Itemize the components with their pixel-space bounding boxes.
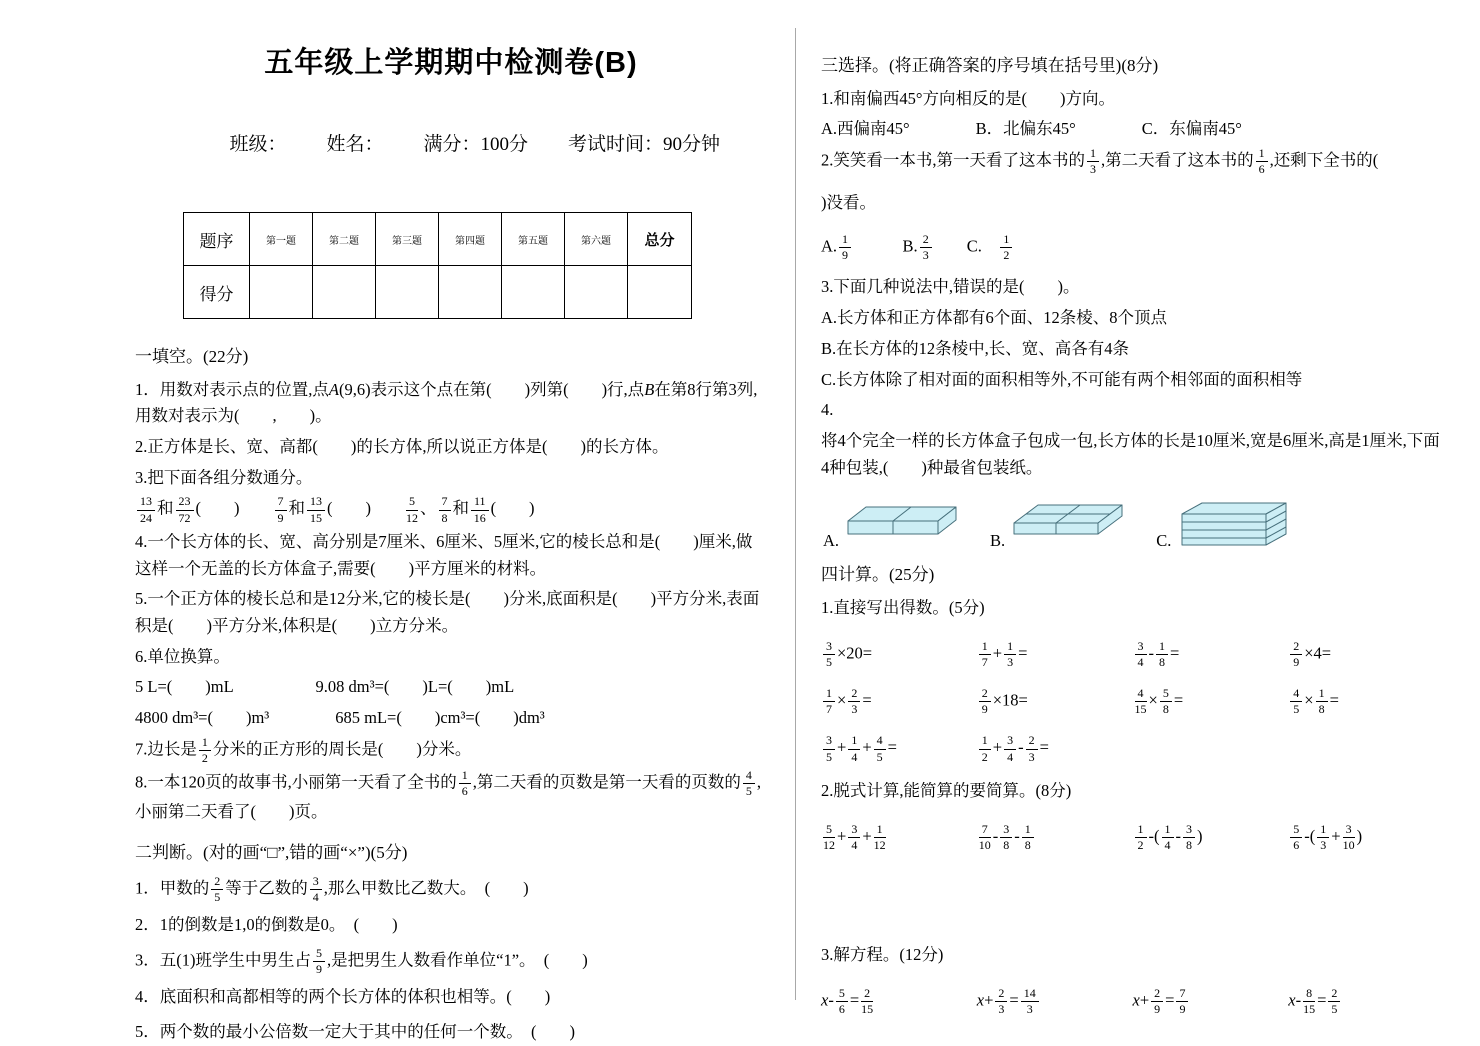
- calc-item: x+ $\frac{2}{9}$ = $\frac{7}{9}$: [1133, 987, 1289, 1016]
- calc-item: $\frac{2}{9}$ ×18=: [977, 687, 1133, 716]
- fraction: $\frac{3}{8}$: [1000, 823, 1012, 852]
- column-divider: [795, 28, 796, 1000]
- calc-item: $\frac{1}{7}$ + $\frac{1}{3}$ =: [977, 640, 1133, 669]
- score-cell: [250, 266, 313, 319]
- fraction: $\frac{14}{3}$: [1021, 987, 1039, 1016]
- fraction: $\frac{2}{9}$: [1151, 987, 1163, 1016]
- solve-title: 3.解方程。(12分): [821, 944, 944, 964]
- calc-item: $\frac{1}{2}$ -( $\frac{1}{4}$ - $\frac{3}{8}$ ): [1133, 823, 1289, 852]
- box-diagram-a: [842, 497, 964, 549]
- fill-q7: 7.边长是 $\frac{1}{2}$ 分米的正方形的周长是( )分米。: [135, 734, 472, 765]
- fraction: $\frac{1}{6}$: [1256, 147, 1268, 176]
- right-body: [821, 52, 1444, 1016]
- fill-q5: 5.一个正方体的棱长总和是12分米,它的棱长是( )分米,底面积是( )平方分米,表面积是( )平方分米,体积是( )立方分米。: [135, 589, 760, 635]
- fraction: $\frac{4}{5}$: [874, 734, 886, 763]
- table-score-label: 得分: [184, 266, 250, 319]
- exam-meta: [201, 107, 767, 178]
- fraction: $\frac{13}{15}$: [307, 495, 325, 524]
- fraction: $\frac{1}{2}$: [1135, 823, 1147, 852]
- fraction: $\frac{7}{10}$: [978, 821, 991, 852]
- choice-q3-option-c: C.长方体除了相对面的面积相等外,不可能有两个相邻面的面积相等: [821, 369, 1303, 389]
- section-calc: 四计算。(25分): [821, 565, 935, 585]
- fraction: $\frac{5}{12}$: [406, 494, 418, 525]
- fullscore-label: 满分：100分: [423, 134, 529, 155]
- table-header-q3: 第三题: [376, 213, 439, 266]
- table-header-q5: 第五题: [502, 213, 565, 266]
- fill-q6: 6.单位换算。: [135, 646, 230, 666]
- fraction: $\frac{4}{5}$: [1290, 687, 1302, 716]
- judge-q3: 3．五(1)班学生中男生占 $\frac{5}{9}$ ,是把男生人数看作单位“1”。 ( ): [135, 945, 588, 977]
- choice-q3: 3.下面几种说法中,错误的是( )。: [821, 277, 1080, 297]
- fill-q1: 1．用数对表示点的位置,点A(9,6)表示这个点在第( )列第( )行,点B在第8行第3列,用数对表示为( , )。: [135, 379, 758, 426]
- calc-direct-row3: [821, 734, 1444, 763]
- fraction: $\frac{1}{8}$: [1156, 640, 1168, 669]
- judge-q4: 4．底面积和高都相等的两个长方体的体积也相等。( ): [135, 987, 551, 1007]
- packaging-option-b: [990, 497, 1130, 549]
- choice-q1-options: A.西偏南45° B．北偏东45° C．东偏南45°: [821, 119, 1242, 139]
- calc-item: $\frac{3}{5}$ + $\frac{1}{4}$ + $\frac{4}{5}$ =: [821, 734, 977, 763]
- box-diagram-c: [1174, 497, 1296, 549]
- score-cell: [376, 266, 439, 319]
- calc-item: $\frac{3}{4}$ - $\frac{1}{8}$ =: [1133, 640, 1289, 669]
- score-table: [183, 212, 692, 319]
- section-fill-blanks: 一填空。(22分): [135, 347, 249, 366]
- fill-q2: 2.正方体是长、宽、高都( )的长方体,所以说正方体是( )的长方体。: [135, 436, 669, 456]
- left-body: [135, 343, 767, 1046]
- calc-item: $\frac{7}{10}$ - $\frac{3}{8}$ - $\frac{1}{8}$: [977, 823, 1133, 852]
- variable: x: [1288, 990, 1296, 1010]
- fraction: $\frac{4}{15}$: [1134, 686, 1147, 717]
- fraction: $\frac{3}{5}$: [823, 640, 835, 669]
- score-table-score-row: [184, 266, 692, 319]
- fraction: $\frac{8}{15}$: [1303, 985, 1316, 1016]
- table-header-q2: 第二题: [313, 213, 376, 266]
- fraction: $\frac{13}{24}$: [137, 495, 155, 524]
- fill-q8: 8.一本120页的故事书,小丽第一天看了全书的 $\frac{1}{6}$ ,第二天看的页数是第一天看的页数的 $\frac{4}{5}$ ,小丽第二天看了( )页。: [135, 768, 761, 821]
- fill-q6-row1: 5 L=( )mL 9.08 dm³=( )L=( )mL: [135, 677, 515, 697]
- packaging-option-c: [1156, 497, 1296, 549]
- fraction: $\frac{2}{3}$: [995, 987, 1007, 1016]
- table-header-q1: 第一题: [250, 213, 313, 266]
- fraction: $\frac{2}{3}$: [1026, 734, 1038, 763]
- fraction: $\frac{1}{8}$: [1022, 823, 1034, 852]
- calc-item: $\frac{4}{5}$ × $\frac{1}{8}$ =: [1288, 687, 1444, 716]
- score-table-header-row: [184, 213, 692, 266]
- page-title: 五年级上学期期中检测卷(B): [264, 47, 638, 79]
- fraction: $\frac{11}{16}$: [471, 495, 489, 524]
- calc-item: x+ $\frac{2}{3}$ = $\frac{14}{3}$: [977, 987, 1133, 1016]
- calc-offform-title: 2.脱式计算,能简算的要简算。(8分): [821, 780, 1072, 800]
- packaging-options: [823, 497, 1444, 549]
- calc-item: $\frac{2}{9}$ ×4=: [1288, 640, 1444, 669]
- fraction: $\frac{5}{6}$: [1290, 823, 1302, 852]
- option-label: B.: [990, 530, 1006, 550]
- calc-direct-row1: [821, 640, 1444, 669]
- fraction: $\frac{1}{7}$: [979, 640, 991, 669]
- fraction: $\frac{2}{15}$: [861, 985, 874, 1016]
- choice-q3-option-a: A.长方体和正方体都有6个面、12条棱、8个顶点: [821, 308, 1168, 328]
- score-cell: [565, 266, 628, 319]
- calc-item: x- $\frac{8}{15}$ = $\frac{2}{5}$: [1288, 987, 1444, 1016]
- fraction: $\frac{1}{3}$: [1004, 640, 1016, 669]
- work-space: [821, 866, 1444, 938]
- class-label: 班级：: [229, 134, 287, 155]
- choice-q3-option-b: B.在长方体的12条棱中,长、宽、高各有4条: [821, 338, 1130, 358]
- table-header-q4: 第四题: [439, 213, 502, 266]
- calc-item: $\frac{1}{2}$ + $\frac{3}{4}$ - $\frac{2}{3}$ =: [977, 734, 1133, 763]
- calc-direct-row2: [821, 687, 1444, 716]
- calc-direct-title: 1.直接写出得数。(5分): [821, 598, 985, 617]
- fraction: $\frac{2}{5}$: [1328, 987, 1340, 1016]
- fraction: $\frac{7}{9}$: [275, 495, 287, 524]
- fraction: $\frac{1}{4}$: [848, 734, 860, 763]
- fraction: $\frac{3}{4}$: [310, 875, 322, 904]
- table-header-total: 总分: [628, 213, 692, 266]
- choice-q4-text: 将4个完全一样的长方体盒子包成一包,长方体的长是10厘米,宽是6厘米,高是1厘米,下面4种包装,( )种最省包装纸。: [821, 431, 1440, 477]
- calc-item: $\frac{5}{6}$ -( $\frac{1}{3}$ + $\frac{3}{10}$ ): [1288, 823, 1444, 852]
- calc-item: $\frac{5}{12}$ + $\frac{3}{4}$ + $\frac{1}{12}$: [823, 821, 886, 852]
- variable: A: [328, 379, 339, 399]
- fill-q3: 3.把下面各组分数通分。: [135, 467, 313, 487]
- choice-q2-options: A. $\frac{1}{9}$ B. $\frac{2}{3}$ C. $\frac{1}{2}$: [821, 233, 1444, 262]
- fill-q6-row2: 4800 dm³=( )m³ 685 mL=( )cm³=( )dm³: [135, 708, 545, 728]
- calc-item: $\frac{3}{5}$ ×20=: [821, 640, 977, 669]
- variable: x: [821, 990, 829, 1010]
- fraction: $\frac{2}{5}$: [211, 875, 223, 904]
- section-choice: 三选择。(将正确答案的序号填在括号里)(8分): [821, 56, 1159, 75]
- fraction: $\frac{1}{2}$: [979, 734, 991, 763]
- fraction: $\frac{5}{8}$: [1160, 687, 1172, 716]
- choice-q2-cont: )没看。: [821, 193, 876, 213]
- fraction: $\frac{5}{6}$: [836, 987, 848, 1016]
- fraction: $\frac{3}{4}$: [848, 823, 860, 852]
- right-column: [795, 0, 1480, 1024]
- fraction: $\frac{5}{12}$: [823, 821, 835, 852]
- variable: x: [976, 990, 985, 1010]
- calc-item: $\frac{1}{7}$ × $\frac{2}{3}$ =: [821, 687, 977, 716]
- calc-offform-row: [821, 823, 1444, 852]
- fraction: $\frac{3}{8}$: [1183, 823, 1195, 852]
- box-diagram-b: [1008, 497, 1130, 549]
- fraction: $\frac{1}{3}$: [1317, 823, 1329, 852]
- fraction: $\frac{1}{3}$: [1087, 147, 1099, 176]
- variable: B: [644, 379, 655, 399]
- fraction: $\frac{2}{9}$: [979, 687, 991, 716]
- fraction: $\frac{3}{5}$: [823, 734, 835, 763]
- score-cell: [439, 266, 502, 319]
- fraction: $\frac{1}{9}$: [839, 233, 851, 262]
- fraction: $\frac{3}{10}$: [1342, 821, 1355, 852]
- fraction: $\frac{5}{9}$: [313, 947, 325, 976]
- choice-q4-number: 4.: [821, 400, 834, 420]
- judge-q2: 2．1的倒数是1,0的倒数是0。 ( ): [135, 915, 398, 935]
- fraction: $\frac{2}{3}$: [848, 687, 860, 716]
- fill-q3-items: $\frac{13}{24}$ 和 $\frac{23}{72}$ ( ) $\frac{7}{9}$ 和 $\frac{13}{15}$ ( ) $\frac{5}{12}$ 、 $\frac{7}{8}$ 和 $\frac{11}{16}$ ( ): [135, 495, 767, 524]
- fraction: $\frac{2}{3}$: [920, 233, 932, 262]
- calc-item: [1288, 734, 1444, 763]
- name-label: 姓名：: [326, 134, 384, 155]
- fraction: $\frac{1}{2}$: [199, 736, 211, 765]
- fraction: $\frac{1}{8}$: [1316, 687, 1328, 716]
- choice-q2: 2.笑笑看一本书,第一天看了这本书的 $\frac{1}{3}$ ,第二天看了这本书的 $\frac{1}{6}$ ,还剩下全书的(: [821, 145, 1379, 177]
- option-label: A.: [823, 530, 840, 550]
- variable: x: [1132, 990, 1140, 1010]
- choice-q1: 1.和南偏西45°方向相反的是( )方向。: [821, 88, 1115, 108]
- score-cell: [628, 266, 692, 319]
- score-cell: [502, 266, 565, 319]
- time-label: 考试时间：90分钟: [568, 134, 721, 155]
- fraction: $\frac{4}{5}$: [743, 769, 755, 798]
- judge-q1: 1．甲数的 $\frac{2}{5}$ 等于乙数的 $\frac{3}{4}$ ,那么甲数比乙数大。 ( ): [135, 873, 529, 904]
- fraction: $\frac{1}{4}$: [1162, 823, 1174, 852]
- judge-q5: 5．两个数的最小公倍数一定大于其中的任何一个数。 ( ): [135, 1022, 575, 1041]
- solve-row: [821, 987, 1444, 1016]
- fraction: $\frac{3}{4}$: [1004, 734, 1016, 763]
- section-judge: 二判断。(对的画“□”,错的画“×”)(5分): [135, 843, 408, 863]
- calc-item: $\frac{4}{15}$ × $\frac{5}{8}$ =: [1134, 686, 1184, 717]
- fraction: $\frac{3}{4}$: [1135, 640, 1147, 669]
- fraction: $\frac{1}{6}$: [459, 769, 471, 798]
- option-label: C.: [1156, 530, 1172, 550]
- table-header-order: 题序: [184, 213, 250, 266]
- fraction: $\frac{1}{12}$: [873, 821, 886, 852]
- packaging-option-a: [823, 497, 964, 549]
- calc-item: x- $\frac{5}{6}$ = $\frac{2}{15}$: [821, 985, 874, 1016]
- fraction: $\frac{7}{9}$: [1176, 987, 1188, 1016]
- fraction: $\frac{1}{2}$: [1000, 233, 1012, 262]
- fraction: $\frac{2}{9}$: [1290, 640, 1302, 669]
- fraction: $\frac{7}{8}$: [439, 495, 451, 524]
- table-header-q6: 第六题: [565, 213, 628, 266]
- score-cell: [313, 266, 376, 319]
- calc-item: [1133, 734, 1289, 763]
- fraction: $\frac{23}{72}$: [176, 495, 194, 524]
- fill-q4: 4.一个长方体的长、宽、高分别是7厘米、6厘米、5厘米,它的棱长总和是( )厘米,做这样一个无盖的长方体盒子,需要( )平方厘米的材料。: [135, 531, 753, 578]
- fraction: $\frac{1}{7}$: [823, 687, 835, 716]
